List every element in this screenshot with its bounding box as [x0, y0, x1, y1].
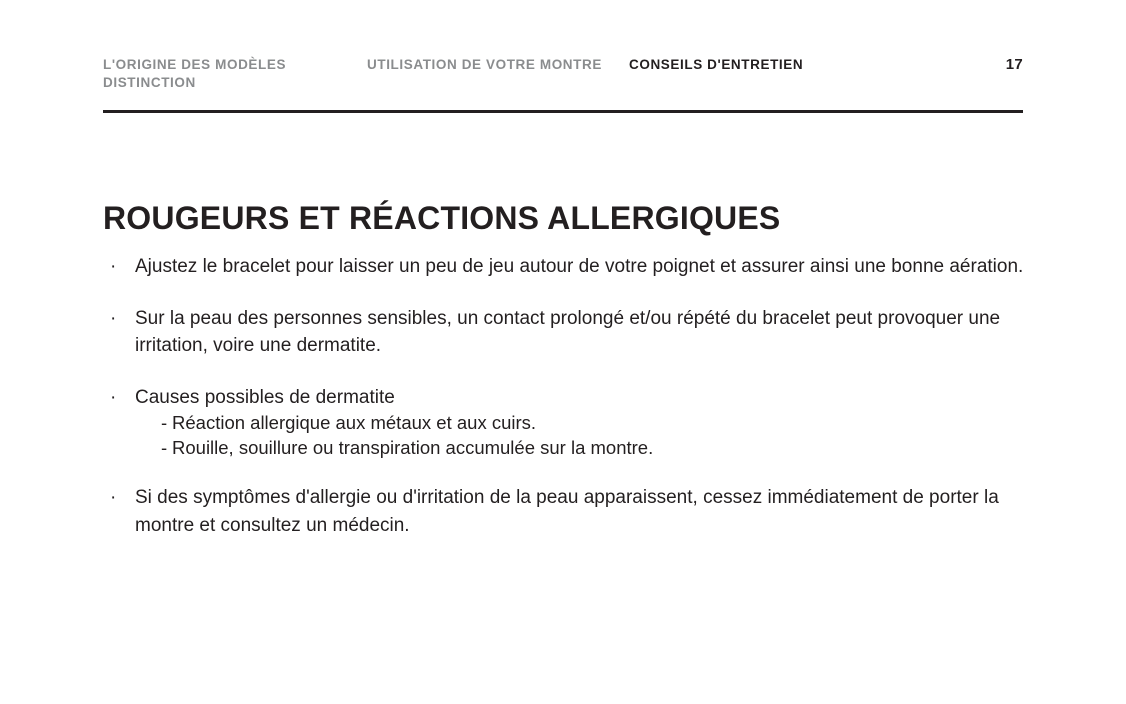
page-title: ROUGEURS ET RÉACTIONS ALLERGIQUES: [103, 200, 781, 237]
list-item-text: Si des symptômes d'allergie ou d'irritation de la peau apparaissent, cessez immédiatement de porter la montre et consultez un médecin.: [135, 487, 999, 536]
bullet-dot-icon: ·: [110, 487, 117, 509]
nav-item-utilisation-de-votre-montre[interactable]: UTILISATION DE VOTRE MONTRE: [367, 57, 602, 72]
page-number: 17: [1005, 56, 1023, 73]
sub-list: [135, 411, 1026, 460]
list-item: [106, 384, 1026, 461]
list-item: [106, 484, 1026, 539]
sub-list-item: [135, 411, 1026, 436]
dash-icon: -: [161, 436, 168, 458]
section-nav: [103, 56, 1023, 92]
list-item-text: Ajustez le bracelet pour laisser un peu de jeu autour de votre poignet et assurer ainsi une bonne aération.: [135, 256, 1024, 277]
sub-list-item-text: Rouille, souillure ou transpiration accumulée sur la montre.: [172, 436, 654, 458]
nav-item-conseils-dentretien[interactable]: CONSEILS D'ENTRETIEN: [629, 57, 804, 72]
dash-icon: -: [161, 412, 168, 434]
bullet-dot-icon: ·: [110, 386, 117, 408]
page-header: [103, 56, 1023, 106]
bullet-dot-icon: ·: [110, 256, 117, 277]
list-item-text: Sur la peau des personnes sensibles, un contact prolongé et/ou répété du bracelet peut provoquer une irritation, voire une dermatite.: [135, 307, 1001, 357]
bullet-dot-icon: ·: [110, 307, 117, 329]
nav-item-origine-des-modeles[interactable]: L'ORIGINE DES MODÈLES DISTINCTION: [103, 57, 287, 91]
sub-list-item: [135, 436, 1026, 461]
list-item-text: Causes possibles de dermatite: [135, 386, 395, 408]
sub-list-item-text: Réaction allergique aux métaux et aux cuirs.: [172, 412, 537, 434]
header-divider: [103, 110, 1023, 113]
content-body: [106, 253, 1026, 539]
list-item: [106, 305, 1026, 360]
list-item: [106, 253, 1026, 281]
